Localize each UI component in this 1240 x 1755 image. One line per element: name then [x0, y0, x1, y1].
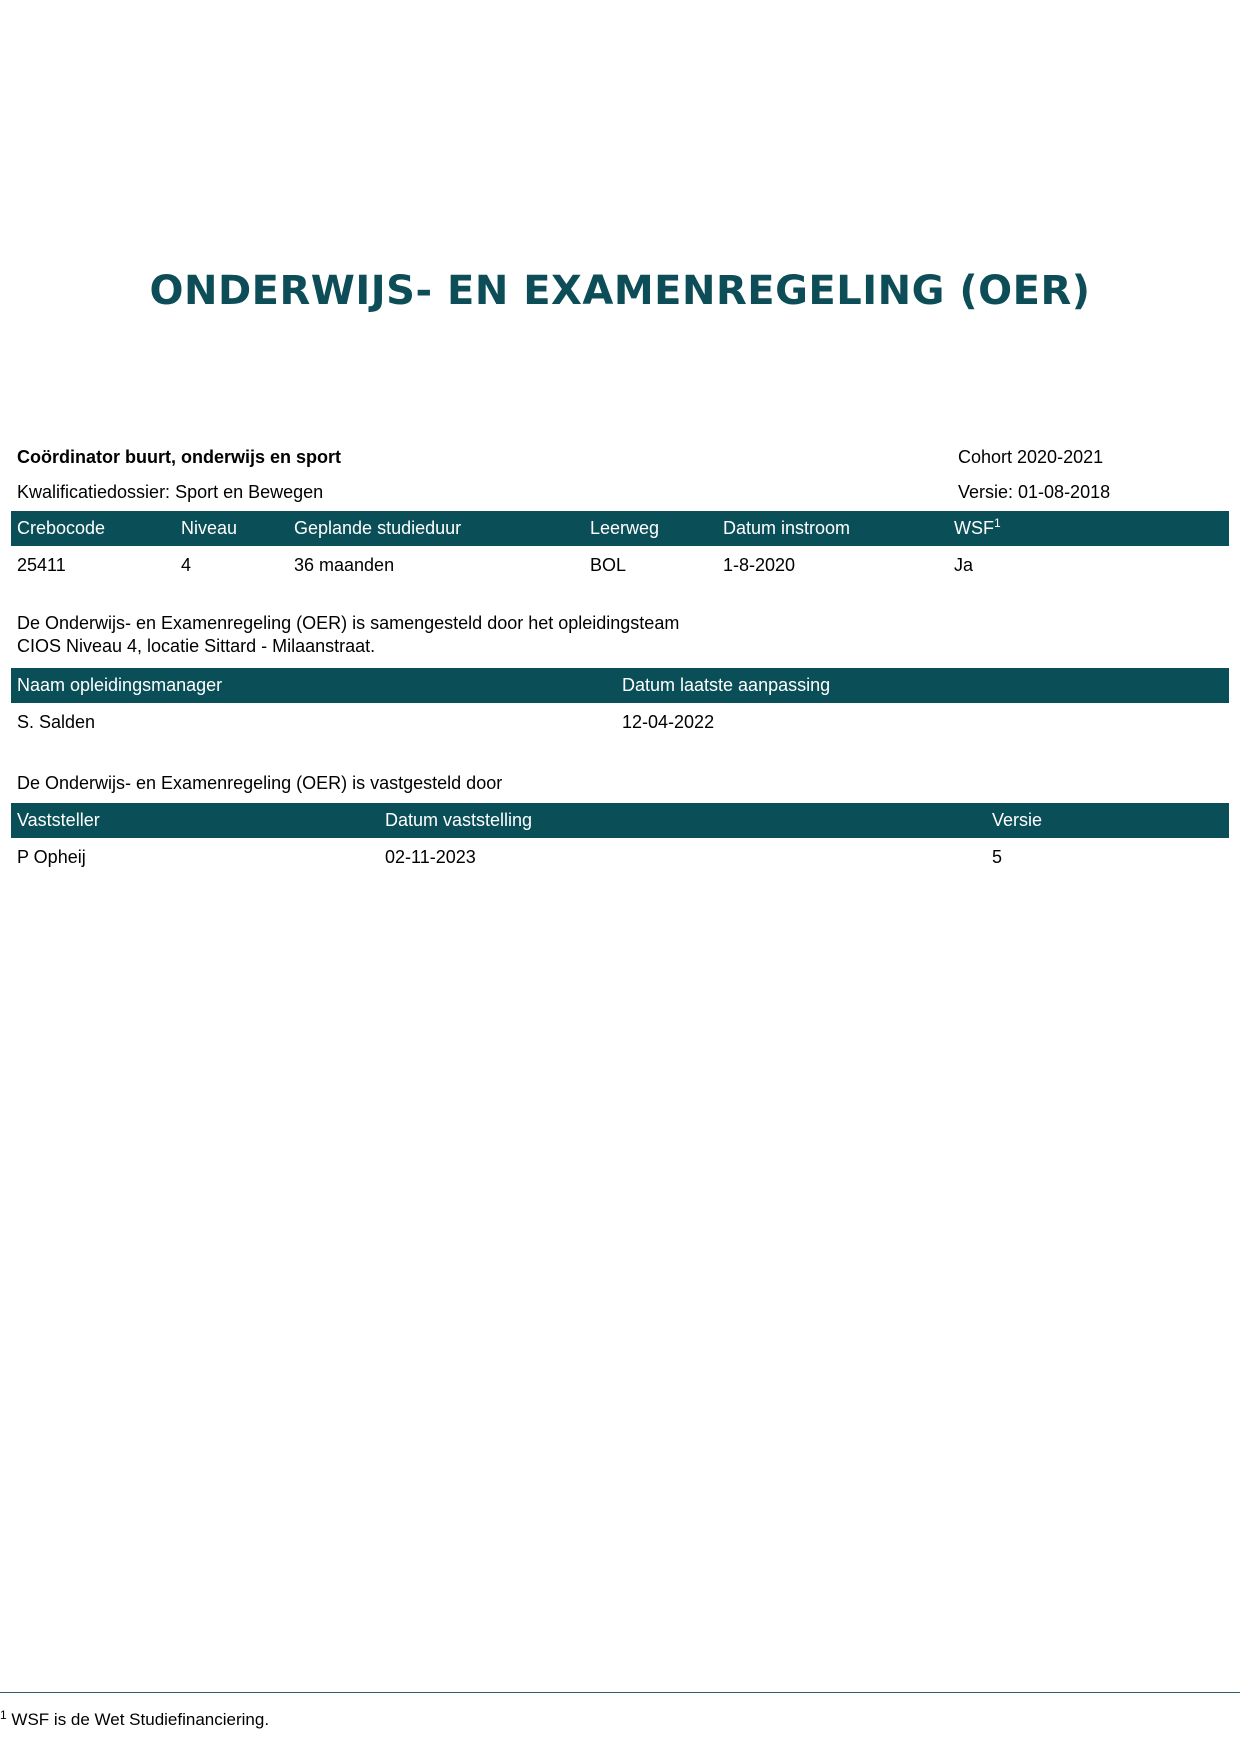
team-line-2: CIOS Niveau 4, locatie Sittard - Milaanstraat. [17, 636, 376, 656]
cohort-label: Cohort 2020-2021 [958, 447, 1104, 467]
footnote-reference: 1 [994, 516, 1001, 530]
cell-datum-instroom: 1-8-2020 [723, 554, 796, 575]
dossier-row [11, 475, 1229, 510]
cell-last-update: 12-04-2022 [622, 711, 715, 732]
cell-crebocode: 25411 [17, 554, 66, 575]
cell-niveau: 4 [181, 554, 192, 575]
header-wsf-label: WSF [954, 518, 994, 538]
table-row [11, 838, 1229, 876]
header-last-update: Datum laatste aanpassing [616, 668, 1229, 703]
adoption-table-wrapper [11, 803, 1229, 876]
cell-version: 5 [992, 846, 1003, 867]
header-adopter: Vaststeller [11, 803, 379, 838]
program-table-wrapper [11, 511, 1229, 584]
header-crebocode: Crebocode [11, 511, 175, 546]
adoption-table [11, 803, 1229, 876]
manager-table-header [11, 668, 1229, 703]
program-name: Coördinator buurt, onderwijs en sport [17, 447, 341, 467]
footnote-marker: 1 [0, 1708, 7, 1722]
qualification-dossier: Kwalificatiedossier: Sport en Bewegen [17, 482, 324, 502]
footnote [0, 1709, 269, 1731]
header-adoption-date: Datum vaststelling [379, 803, 986, 838]
footnote-text: WSF is de Wet Studiefinanciering. [11, 1710, 270, 1729]
cell-adoption-date: 02-11-2023 [385, 846, 476, 867]
cell-wsf: Ja [954, 554, 974, 575]
cell-studieduur: 36 maanden [294, 554, 395, 575]
header-datum-instroom: Datum instroom [717, 511, 948, 546]
header-studieduur: Geplande studieduur [288, 511, 584, 546]
page-title: ONDERWIJS- EN EXAMENREGELING (OER) [149, 268, 1091, 314]
header-manager-name: Naam opleidingsmanager [11, 668, 616, 703]
header-leerweg: Leerweg [584, 511, 717, 546]
footnote-divider [0, 1692, 1240, 1693]
header-wsf [948, 511, 1229, 546]
manager-table-wrapper [11, 668, 1229, 741]
table-row [11, 546, 1229, 584]
cell-manager-name: S. Salden [17, 711, 96, 732]
adopted-paragraph: De Onderwijs- en Examenregeling (OER) is vastgesteld door [17, 773, 503, 793]
team-paragraph [17, 612, 679, 658]
team-line-1: De Onderwijs- en Examenregeling (OER) is samengesteld door het opleidingsteam [17, 613, 680, 633]
header-niveau: Niveau [175, 511, 288, 546]
adoption-table-header [11, 803, 1229, 838]
cell-adopter: P Opheij [17, 846, 86, 867]
manager-table [11, 668, 1229, 741]
dossier-version: Versie: 01-08-2018 [958, 482, 1111, 502]
header-version: Versie [986, 803, 1229, 838]
table-row [11, 703, 1229, 741]
program-row [11, 440, 1229, 475]
program-table [11, 511, 1229, 584]
program-intro [11, 440, 1229, 510]
program-table-header [11, 511, 1229, 546]
cell-leerweg: BOL [590, 554, 627, 575]
